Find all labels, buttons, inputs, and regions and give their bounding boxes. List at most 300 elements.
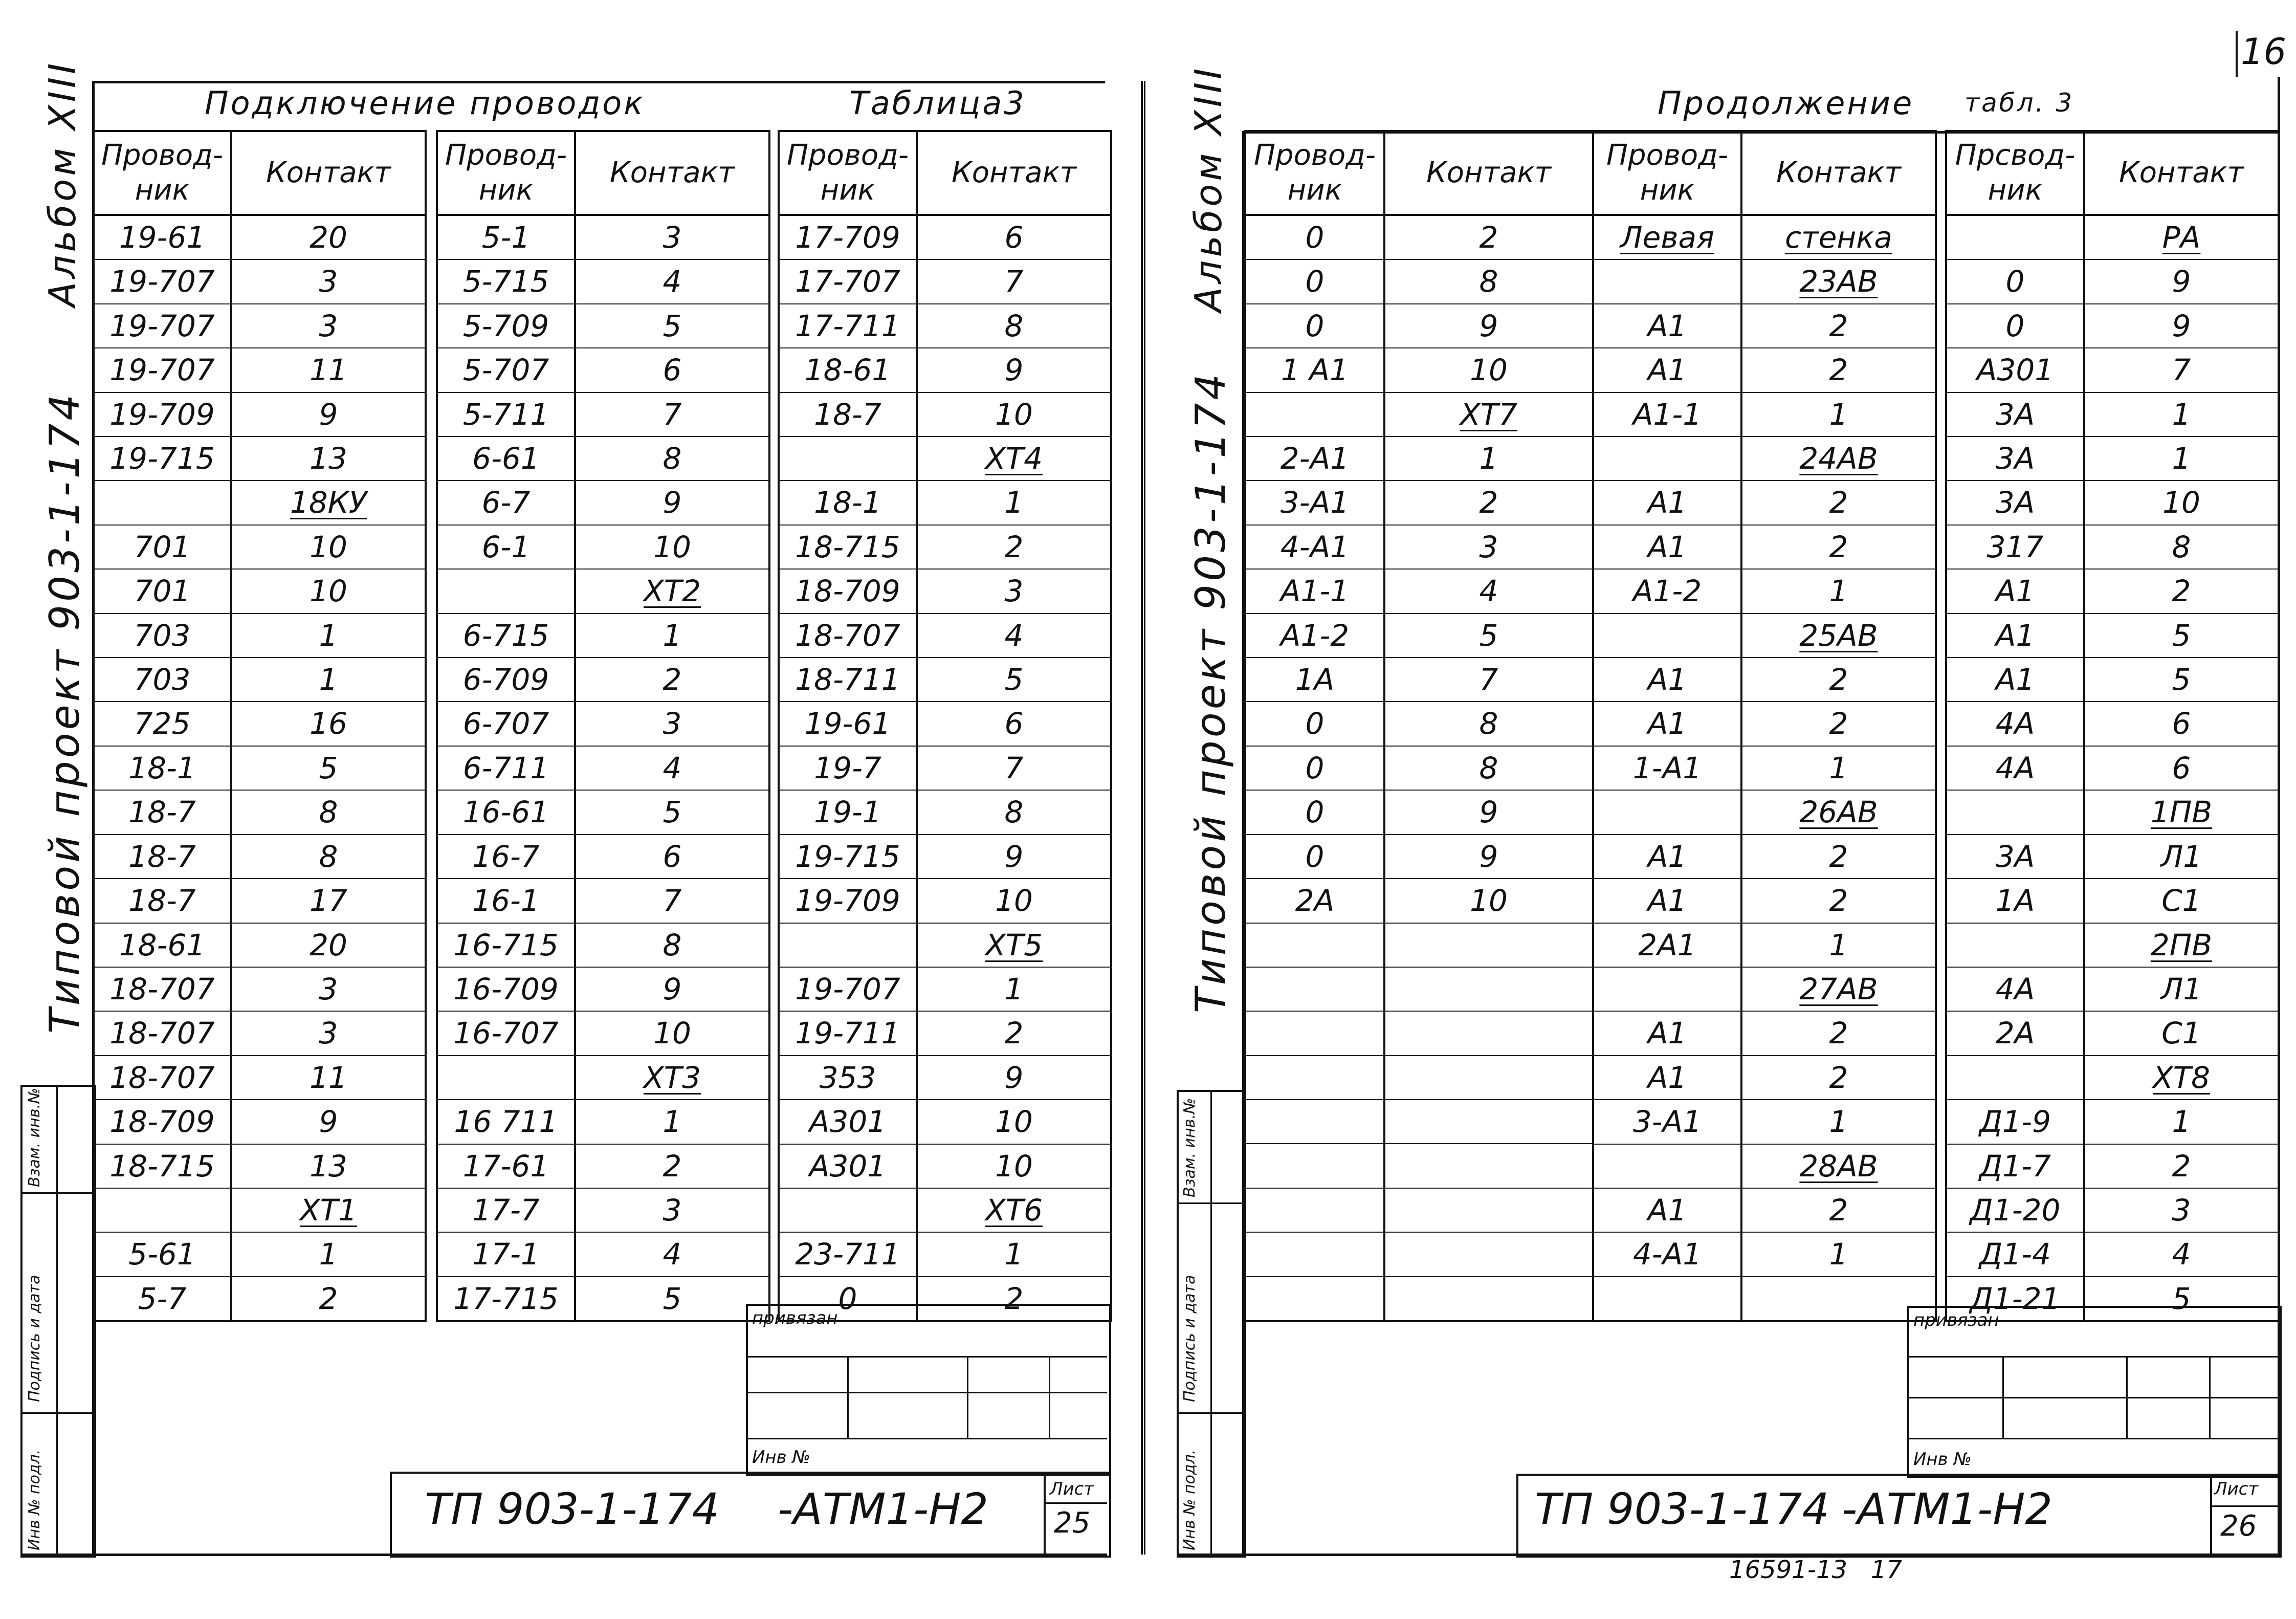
- table-row: [1593, 480, 1936, 524]
- table-row: [93, 967, 426, 1011]
- contact-cell: XT7: [1384, 392, 1593, 436]
- wire-cell: 18-709: [93, 1100, 231, 1144]
- contact-cell: 2: [231, 1277, 426, 1321]
- contact-cell: 2: [1741, 1188, 1936, 1232]
- left-sheet-cell-hline: [1044, 1502, 1107, 1504]
- left-doc-suffix: -АТМ1-Н2: [778, 1484, 988, 1534]
- contact-cell: 4: [575, 1232, 769, 1276]
- contact-cell: 9: [1384, 835, 1593, 879]
- right-stamp-privyazan: привязан: [1913, 1310, 1999, 1330]
- table-header-row: [1946, 131, 2279, 215]
- right-header-title: Продолжение: [1658, 84, 1914, 122]
- wire-cell: 0: [1245, 259, 1384, 303]
- table-row: [1245, 1232, 1593, 1276]
- contact-cell: 3: [231, 259, 426, 303]
- contact-cell: [1384, 967, 1593, 1011]
- col-header-wire: Провод-ник: [437, 131, 575, 215]
- left-side-album: Альбом XIII: [41, 60, 84, 307]
- right-table-1: [1244, 130, 1594, 1322]
- right-strip-h2: [1177, 1412, 1242, 1414]
- contact-cell: 2: [575, 658, 769, 702]
- table-row: [1593, 835, 1936, 879]
- contact-cell: 11: [231, 348, 426, 392]
- table-row: [93, 525, 426, 569]
- table-row: [1245, 658, 1593, 702]
- wire-cell: 0: [1946, 304, 2084, 348]
- table-row: [437, 525, 769, 569]
- table-row: [1245, 1144, 1593, 1188]
- left-strip-inv: Инв № подл.: [26, 1449, 43, 1550]
- table-row: [93, 304, 426, 348]
- wire-cell: 5-1: [437, 215, 575, 259]
- wire-cell: 0: [1245, 835, 1384, 879]
- wire-cell: 0: [1245, 702, 1384, 746]
- contact-cell: 6: [575, 348, 769, 392]
- contact-cell: 5: [231, 746, 426, 790]
- right-doc-suffix: -АТМ1-Н2: [1842, 1484, 2052, 1534]
- contact-cell: Л1: [2084, 967, 2279, 1011]
- contact-cell: 4: [2084, 1232, 2279, 1276]
- wire-cell: 17-1: [437, 1232, 575, 1276]
- left-frame-top: [92, 81, 1105, 83]
- table-row: [1946, 304, 2279, 348]
- table-row: [93, 658, 426, 702]
- table-row: [1593, 569, 1936, 613]
- wire-cell: 4-A1: [1593, 1232, 1741, 1276]
- table-header-row: [437, 131, 769, 215]
- wire-cell: 16-707: [437, 1011, 575, 1055]
- table-row: [1946, 967, 2279, 1011]
- contact-cell: 10: [231, 525, 426, 569]
- table-row: [437, 658, 769, 702]
- right-sheet-label: Лист: [2214, 1479, 2259, 1499]
- wire-cell: 18-711: [779, 658, 917, 702]
- table-row: [779, 790, 1111, 834]
- contact-cell: 2: [1384, 215, 1593, 259]
- wire-cell: 16 711: [437, 1100, 575, 1144]
- wire-cell: 18-7: [93, 835, 231, 879]
- col-header-wire: Прсвод-ник: [1946, 131, 2084, 215]
- wire-cell: 353: [779, 1056, 917, 1100]
- contact-cell: 2: [575, 1144, 769, 1188]
- contact-cell: 3: [575, 1188, 769, 1232]
- wire-cell: 0: [779, 1277, 917, 1321]
- contact-cell: 8: [231, 790, 426, 834]
- contact-cell: 3: [231, 967, 426, 1011]
- wire-cell: 4A: [1946, 967, 2084, 1011]
- table-row: [1946, 614, 2279, 658]
- contact-cell: 7: [2084, 348, 2279, 392]
- contact-cell: 5: [2084, 614, 2279, 658]
- wire-cell: 17-7: [437, 1188, 575, 1232]
- contact-cell: 1: [917, 1232, 1111, 1276]
- wire-cell: A1: [1593, 702, 1741, 746]
- contact-cell: 3: [575, 702, 769, 746]
- table-row: [1245, 702, 1593, 746]
- contact-cell: XT2: [575, 569, 769, 613]
- contact-cell: 4: [917, 614, 1111, 658]
- wire-cell: [1245, 392, 1384, 436]
- wire-cell: 19-709: [93, 392, 231, 436]
- contact-cell: 5: [575, 304, 769, 348]
- wire-cell: [779, 923, 917, 967]
- contact-cell: 2: [1741, 304, 1936, 348]
- contact-cell: [1741, 1277, 1936, 1321]
- contact-cell: 1: [917, 480, 1111, 524]
- contact-cell: 9: [575, 480, 769, 524]
- table-row: [1245, 259, 1593, 303]
- wire-cell: Д1-9: [1946, 1100, 2084, 1144]
- table-row: [1593, 923, 1936, 967]
- contact-cell: 8: [575, 923, 769, 967]
- table-row: [1245, 436, 1593, 480]
- contact-cell: 5: [575, 1277, 769, 1321]
- table-row: [1245, 304, 1593, 348]
- contact-cell: 2: [1741, 1011, 1936, 1055]
- wire-cell: Левая: [1593, 215, 1741, 259]
- right-sheet-cell-hline: [2210, 1505, 2278, 1507]
- table-row: [1593, 967, 1936, 1011]
- contact-cell: 10: [575, 1011, 769, 1055]
- wire-cell: 5-715: [437, 259, 575, 303]
- col-header-wire: Провод-ник: [93, 131, 231, 215]
- wire-cell: 701: [93, 569, 231, 613]
- contact-cell: XT1: [231, 1188, 426, 1232]
- table-row: [1593, 1011, 1936, 1055]
- table-row: [779, 746, 1111, 790]
- wire-cell: 3A: [1946, 835, 2084, 879]
- table-row: [437, 480, 769, 524]
- table-row: [1946, 923, 2279, 967]
- contact-cell: 13: [231, 1144, 426, 1188]
- wire-cell: 18-7: [93, 790, 231, 834]
- wire-cell: [1245, 967, 1384, 1011]
- table-row: [437, 436, 769, 480]
- contact-cell: 9: [2084, 304, 2279, 348]
- table-row: [437, 1188, 769, 1232]
- wire-cell: [1245, 1277, 1384, 1321]
- table-row: [779, 1232, 1111, 1276]
- contact-cell: XT3: [575, 1056, 769, 1100]
- contact-cell: 2: [1741, 658, 1936, 702]
- contact-cell: [1384, 1056, 1593, 1100]
- table-row: [437, 967, 769, 1011]
- wire-cell: 18-715: [779, 525, 917, 569]
- table-row: [779, 702, 1111, 746]
- wire-cell: [1593, 790, 1741, 834]
- contact-cell: 9: [231, 392, 426, 436]
- table-row: [93, 614, 426, 658]
- contact-cell: 26АВ: [1741, 790, 1936, 834]
- contact-cell: 1: [1384, 436, 1593, 480]
- right-stamp-line2: [1907, 1397, 2278, 1398]
- table-row: [93, 923, 426, 967]
- contact-cell: Л1: [2084, 835, 2279, 879]
- right-table-2: [1592, 130, 1937, 1322]
- wire-cell: 0: [1245, 790, 1384, 834]
- wire-cell: 17-715: [437, 1277, 575, 1321]
- page-number-divider: [2236, 31, 2238, 77]
- wire-cell: 703: [93, 658, 231, 702]
- left-stamp-v1: [847, 1356, 849, 1438]
- left-table-2: [436, 130, 770, 1322]
- bottom-code: 16591-13 17: [1729, 1556, 1902, 1584]
- table-row: [1593, 658, 1936, 702]
- table-row: [93, 215, 426, 259]
- contact-cell: 10: [2084, 480, 2279, 524]
- right-stamp-line1: [1907, 1356, 2278, 1358]
- table-row: [437, 392, 769, 436]
- table-row: [1245, 525, 1593, 569]
- contact-cell: 4: [575, 259, 769, 303]
- wire-cell: 18-7: [779, 392, 917, 436]
- left-sheet-number: 25: [1054, 1506, 1091, 1540]
- col-header-contact: Контакт: [1384, 131, 1593, 215]
- col-header-contact: Контакт: [231, 131, 426, 215]
- wire-cell: A301: [779, 1144, 917, 1188]
- wire-cell: 19-7: [779, 746, 917, 790]
- contact-cell: 1: [917, 967, 1111, 1011]
- contact-cell: 13: [231, 436, 426, 480]
- contact-cell: XT5: [917, 923, 1111, 967]
- contact-cell: 3: [917, 569, 1111, 613]
- wire-cell: [93, 1188, 231, 1232]
- table-row: [93, 392, 426, 436]
- wire-cell: A1: [1946, 614, 2084, 658]
- contact-cell: 8: [2084, 525, 2279, 569]
- table-row: [93, 1188, 426, 1232]
- wire-cell: 16-1: [437, 879, 575, 923]
- contact-cell: 8: [917, 790, 1111, 834]
- table-row: [779, 967, 1111, 1011]
- table-row: [779, 436, 1111, 480]
- table-row: [1245, 1011, 1593, 1055]
- contact-cell: 3: [231, 304, 426, 348]
- wire-cell: A1: [1593, 1188, 1741, 1232]
- left-stamp-line1: [746, 1356, 1107, 1358]
- left-sheet-label: Лист: [1050, 1479, 1094, 1499]
- contact-cell: 1: [1741, 392, 1936, 436]
- wire-cell: 2A1: [1593, 923, 1741, 967]
- table-row: [779, 835, 1111, 879]
- wire-cell: 19-707: [93, 304, 231, 348]
- wire-cell: 4A: [1946, 746, 2084, 790]
- table-row: [1593, 1100, 1936, 1144]
- wire-cell: 3-A1: [1593, 1100, 1741, 1144]
- wire-cell: 5-707: [437, 348, 575, 392]
- wire-cell: 5-61: [93, 1232, 231, 1276]
- table-row: [1245, 1100, 1593, 1144]
- table-row: [779, 1100, 1111, 1144]
- contact-cell: 10: [917, 879, 1111, 923]
- contact-cell: 2: [1741, 702, 1936, 746]
- contact-cell: 9: [1384, 790, 1593, 834]
- table-row: [437, 304, 769, 348]
- wire-cell: 1-A1: [1593, 746, 1741, 790]
- contact-cell: 6: [917, 702, 1111, 746]
- left-strip-h2: [20, 1412, 92, 1414]
- contact-cell: 8: [1384, 259, 1593, 303]
- wire-cell: 3A: [1946, 480, 2084, 524]
- left-sheet-cell-line: [1044, 1472, 1046, 1554]
- table-row: [1593, 790, 1936, 834]
- contact-cell: 9: [575, 967, 769, 1011]
- table-row: [1593, 304, 1936, 348]
- wire-cell: [1593, 259, 1741, 303]
- contact-cell: 2: [2084, 1144, 2279, 1188]
- right-strip-divider: [1210, 1090, 1212, 1554]
- contact-cell: 6: [917, 215, 1111, 259]
- contact-cell: 18КУ: [231, 480, 426, 524]
- wire-cell: 18-707: [93, 967, 231, 1011]
- contact-cell: 1ПВ: [2084, 790, 2279, 834]
- contact-cell: 10: [917, 392, 1111, 436]
- contact-cell: 7: [917, 259, 1111, 303]
- wire-cell: 703: [93, 614, 231, 658]
- table-row: [1593, 1188, 1936, 1232]
- contact-cell: 1: [1741, 569, 1936, 613]
- right-stamp-line3: [1907, 1438, 2278, 1439]
- col-header-wire: Провод-ник: [779, 131, 917, 215]
- left-stamp-line2: [746, 1392, 1107, 1393]
- wire-cell: 1 A1: [1245, 348, 1384, 392]
- table-row: [1946, 1056, 2279, 1100]
- table-row: [1593, 392, 1936, 436]
- table-row: [437, 1144, 769, 1188]
- table-row: [1245, 1188, 1593, 1232]
- contact-cell: [1384, 1277, 1593, 1321]
- contact-cell: 2: [1384, 480, 1593, 524]
- wire-cell: 18-707: [93, 1056, 231, 1100]
- table-row: [437, 569, 769, 613]
- contact-cell: 27АВ: [1741, 967, 1936, 1011]
- contact-cell: 6: [2084, 702, 2279, 746]
- contact-cell: 7: [917, 746, 1111, 790]
- wire-cell: 16-709: [437, 967, 575, 1011]
- contact-cell: 1: [1741, 1100, 1936, 1144]
- table-row: [1245, 614, 1593, 658]
- contact-cell: 1: [1741, 746, 1936, 790]
- contact-cell: 10: [917, 1144, 1111, 1188]
- contact-cell: 16: [231, 702, 426, 746]
- wire-cell: [1245, 1056, 1384, 1100]
- table-row: [437, 1277, 769, 1321]
- table-row: [1245, 835, 1593, 879]
- wire-cell: [437, 569, 575, 613]
- wire-cell: A1: [1593, 879, 1741, 923]
- contact-cell: 20: [231, 923, 426, 967]
- wire-cell: [93, 480, 231, 524]
- contact-cell: XT4: [917, 436, 1111, 480]
- table-row: [437, 259, 769, 303]
- contact-cell: 6: [2084, 746, 2279, 790]
- contact-cell: 7: [575, 392, 769, 436]
- col-header-contact: Контакт: [575, 131, 769, 215]
- wire-cell: [1593, 436, 1741, 480]
- table-row: [437, 835, 769, 879]
- table-row: [1946, 480, 2279, 524]
- right-stamp-v2: [2126, 1356, 2128, 1438]
- table-row: [437, 215, 769, 259]
- wire-cell: [1593, 614, 1741, 658]
- wire-cell: 19-707: [93, 259, 231, 303]
- wire-cell: 19-711: [779, 1011, 917, 1055]
- contact-cell: 5: [575, 790, 769, 834]
- contact-cell: РА: [2084, 215, 2279, 259]
- wire-cell: 18-707: [93, 1011, 231, 1055]
- contact-cell: 2: [1741, 879, 1936, 923]
- left-doc-code: ТП 903-1-174: [425, 1484, 719, 1534]
- right-sheet-number: 26: [2220, 1509, 2257, 1543]
- wire-cell: 18-709: [779, 569, 917, 613]
- wire-cell: 6-707: [437, 702, 575, 746]
- wire-cell: 19-1: [779, 790, 917, 834]
- left-frame-right: [1141, 81, 1143, 1555]
- right-strip-sign: Подпись и дата: [1181, 1275, 1199, 1402]
- col-header-wire: Провод-ник: [1593, 131, 1741, 215]
- wire-cell: A1: [1946, 569, 2084, 613]
- right-stamp-v1: [2002, 1356, 2004, 1438]
- table-row: [1593, 259, 1936, 303]
- wire-cell: 18-61: [779, 348, 917, 392]
- wire-cell: A1: [1593, 525, 1741, 569]
- contact-cell: 8: [917, 304, 1111, 348]
- wire-cell: Д1-21: [1946, 1277, 2084, 1321]
- wire-cell: [1245, 1100, 1384, 1144]
- contact-cell: 9: [917, 348, 1111, 392]
- wire-cell: [1593, 967, 1741, 1011]
- wire-cell: 6-715: [437, 614, 575, 658]
- wire-cell: 0: [1946, 259, 2084, 303]
- contact-cell: 2: [1741, 348, 1936, 392]
- col-header-contact: Контакт: [917, 131, 1111, 215]
- wire-cell: A1-1: [1593, 392, 1741, 436]
- wire-cell: 18-1: [93, 746, 231, 790]
- table-row: [93, 259, 426, 303]
- contact-cell: 5: [2084, 658, 2279, 702]
- contact-cell: 8: [1384, 746, 1593, 790]
- table-row: [779, 1188, 1111, 1232]
- right-side-project: Типовой проект 903-1-174: [1187, 370, 1234, 1013]
- contact-cell: 2: [2084, 569, 2279, 613]
- wire-cell: 0: [1245, 746, 1384, 790]
- table-row: [1593, 614, 1936, 658]
- table-row: [1245, 1056, 1593, 1100]
- table-row: [93, 1232, 426, 1276]
- table-row: [1946, 746, 2279, 790]
- table-row: [93, 436, 426, 480]
- table-row: [779, 569, 1111, 613]
- contact-cell: 7: [1384, 658, 1593, 702]
- contact-cell: 1: [231, 1232, 426, 1276]
- table-row: [1946, 658, 2279, 702]
- table-row: [1946, 1144, 2279, 1188]
- wire-cell: 5-711: [437, 392, 575, 436]
- table-row: [1593, 1277, 1936, 1321]
- table-row: [93, 835, 426, 879]
- wire-cell: 5-709: [437, 304, 575, 348]
- wire-cell: 16-7: [437, 835, 575, 879]
- right-strip-vzam: Взам. инв.№: [1181, 1098, 1199, 1197]
- right-strip-h1: [1177, 1202, 1242, 1204]
- table-row: [1593, 525, 1936, 569]
- wire-cell: A1-1: [1245, 569, 1384, 613]
- contact-cell: 3: [1384, 525, 1593, 569]
- table-row: [1946, 525, 2279, 569]
- wire-cell: A1: [1593, 1056, 1741, 1100]
- table-row: [1946, 1100, 2279, 1144]
- table-row: [437, 1100, 769, 1144]
